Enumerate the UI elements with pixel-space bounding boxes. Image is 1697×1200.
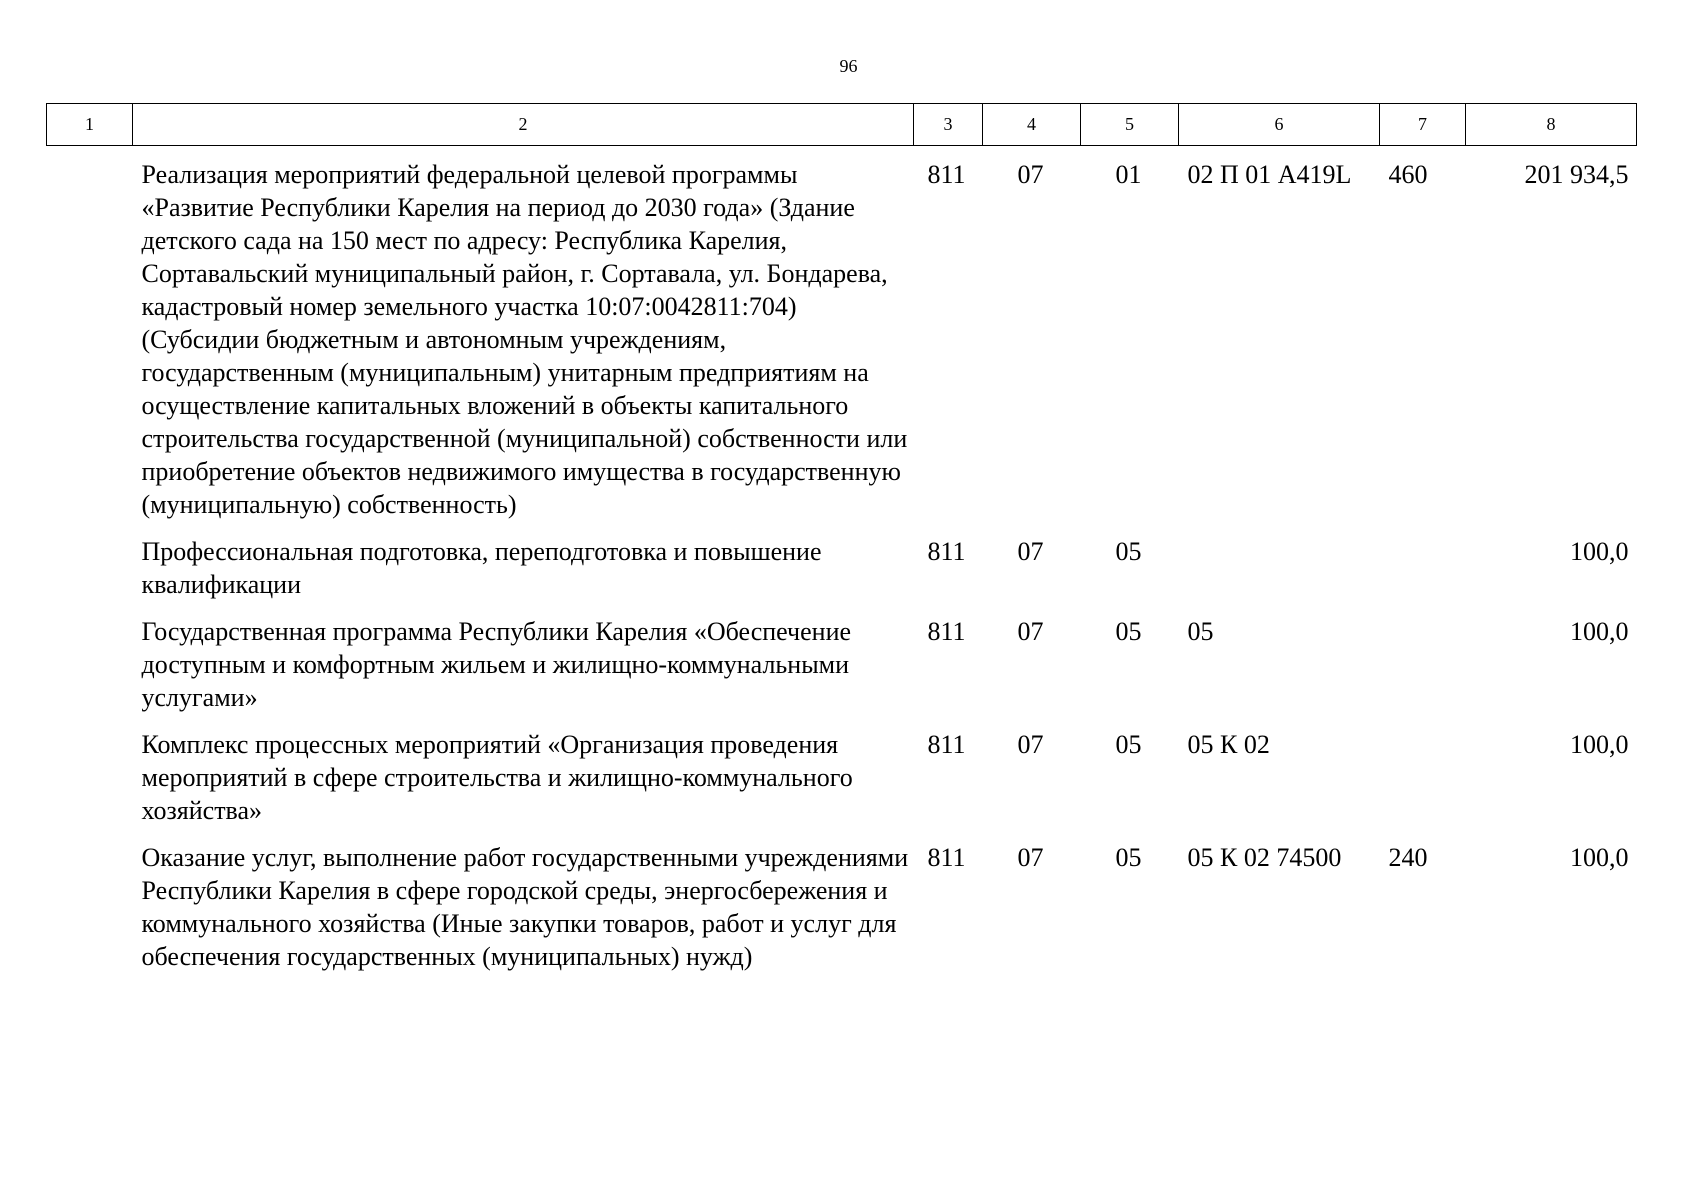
row-target-code: 05 К 02 bbox=[1187, 730, 1270, 759]
table-row bbox=[47, 146, 1637, 536]
header-cell-1: 1 bbox=[47, 104, 133, 146]
row-number bbox=[47, 841, 133, 987]
row-amount: 100,0 bbox=[1570, 730, 1629, 759]
row-section: 07 bbox=[1017, 617, 1044, 646]
table-row bbox=[47, 535, 1637, 615]
budget-table bbox=[46, 103, 1637, 987]
row-grbs: 811 bbox=[927, 730, 966, 759]
row-number bbox=[47, 728, 133, 841]
table-header bbox=[47, 104, 1637, 146]
row-expense-type bbox=[1380, 615, 1466, 728]
row-grbs: 811 bbox=[927, 617, 966, 646]
row-number bbox=[47, 535, 133, 615]
header-cell-2: 2 bbox=[133, 104, 914, 146]
row-section: 07 bbox=[1017, 160, 1044, 189]
row-name: Государственная программа Республики Карелия «Обеспечение доступным и комфортным жильем и жилищно-коммунальными услугами» bbox=[141, 617, 852, 712]
header-cell-5: 5 bbox=[1081, 104, 1179, 146]
row-expense-type: 460 bbox=[1388, 160, 1428, 189]
row-grbs: 811 bbox=[927, 843, 966, 872]
row-section: 07 bbox=[1017, 730, 1044, 759]
header-cell-6: 6 bbox=[1179, 104, 1380, 146]
row-subsection: 01 bbox=[1115, 160, 1142, 189]
row-subsection: 05 bbox=[1115, 730, 1142, 759]
row-grbs: 811 bbox=[927, 160, 966, 189]
row-expense-type: 240 bbox=[1388, 843, 1428, 872]
header-cell-3: 3 bbox=[914, 104, 983, 146]
row-subsection: 05 bbox=[1115, 537, 1142, 566]
row-expense-type bbox=[1380, 728, 1466, 841]
row-amount: 100,0 bbox=[1570, 537, 1629, 566]
row-name: Профессиональная подготовка, переподготовка и повышение квалификации bbox=[141, 537, 822, 599]
table-body bbox=[47, 146, 1637, 988]
row-target-code: 02 П 01 A419L bbox=[1187, 160, 1352, 189]
table-row bbox=[47, 615, 1637, 728]
row-number bbox=[47, 146, 133, 536]
row-expense-type bbox=[1380, 535, 1466, 615]
row-name: Комплекс процессных мероприятий «Организация проведения мероприятий в сфере строительства и жилищно-коммунального хозяйства» bbox=[141, 730, 853, 825]
page-number: 96 bbox=[839, 56, 858, 76]
row-number bbox=[47, 615, 133, 728]
header-cell-7: 7 bbox=[1380, 104, 1466, 146]
row-grbs: 811 bbox=[927, 537, 966, 566]
row-amount: 100,0 bbox=[1570, 617, 1629, 646]
row-name: Реализация мероприятий федеральной целевой программы «Развитие Республики Карелия на период до 2030 года» (Здание детского сада на 150 мест по адресу: Республика Карелия, Сортавальский муниципальный район, г. Сортавала, ул. Бондарева, кадастровый номер земельного участка 10:07:0042811:704) (Субсидии бюджетным и автономным учреждениям, государственным (муниципальным) унитарным предприятиям на осуществление капитальных вложений в объекты капитального строительства государственной (муниципальной) собственности или приобретение объектов недвижимого имущества в государственную (муниципальную) собственность) bbox=[141, 160, 908, 519]
table-row bbox=[47, 841, 1637, 987]
table-row bbox=[47, 728, 1637, 841]
row-subsection: 05 bbox=[1115, 843, 1142, 872]
header-cell-8: 8 bbox=[1466, 104, 1637, 146]
row-name: Оказание услуг, выполнение работ государственными учреждениями Республики Карелия в сфере городской среды, энергосбережения и коммунального хозяйства (Иные закупки товаров, работ и услуг для обеспечения государственных (муниципальных) нужд) bbox=[141, 843, 909, 971]
row-section: 07 bbox=[1017, 843, 1044, 872]
row-amount: 201 934,5 bbox=[1524, 160, 1629, 189]
row-target-code bbox=[1179, 535, 1380, 615]
row-amount: 100,0 bbox=[1570, 843, 1629, 872]
header-row bbox=[47, 104, 1637, 146]
row-target-code: 05 bbox=[1187, 617, 1214, 646]
row-section: 07 bbox=[1017, 537, 1044, 566]
row-subsection: 05 bbox=[1115, 617, 1142, 646]
row-target-code: 05 К 02 74500 bbox=[1187, 843, 1342, 872]
header-cell-4: 4 bbox=[983, 104, 1081, 146]
